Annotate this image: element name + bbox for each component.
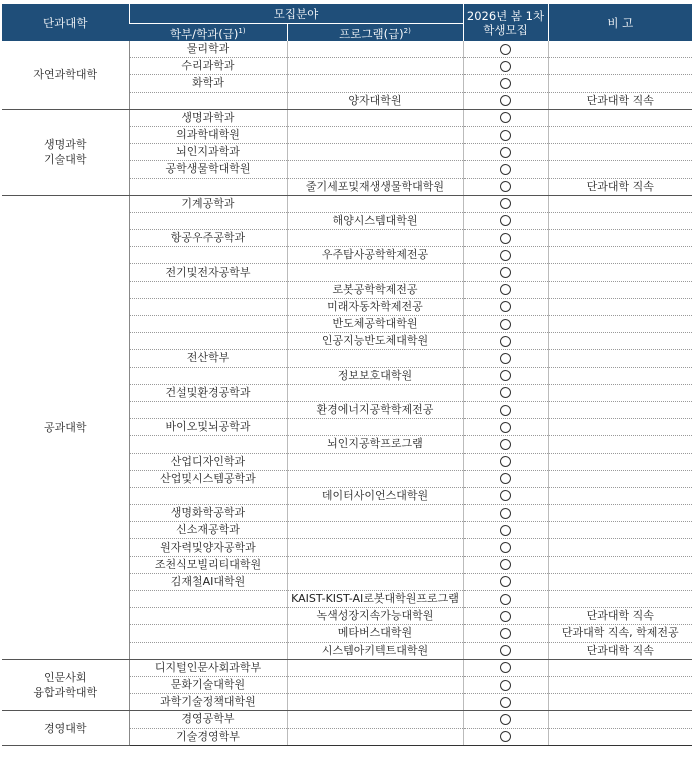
- circle-icon: [500, 44, 511, 55]
- program-cell: [287, 264, 463, 281]
- recruit-cell: [463, 109, 548, 126]
- dept-cell: [129, 608, 287, 625]
- remark-cell: [548, 333, 692, 350]
- remark-cell: 단과대학 직속: [548, 178, 692, 195]
- circle-icon: [500, 336, 511, 347]
- dept-cell: [129, 591, 287, 608]
- program-cell: 정보보호대학원: [287, 367, 463, 384]
- remark-cell: [548, 75, 692, 92]
- program-cell: [287, 126, 463, 143]
- program-cell: [287, 659, 463, 676]
- dept-cell: 뇌인지과학과: [129, 144, 287, 161]
- college-name: [2, 195, 129, 659]
- dept-cell: [129, 212, 287, 229]
- remark-cell: [548, 195, 692, 212]
- remark-cell: 단과대학 직속: [548, 608, 692, 625]
- header-recruit-line2: 학생모집: [483, 22, 528, 37]
- remark-cell: [548, 384, 692, 401]
- recruit-cell: [463, 92, 548, 109]
- recruit-cell: [463, 608, 548, 625]
- remark-cell: [548, 436, 692, 453]
- program-cell: [287, 75, 463, 92]
- program-cell: 녹색성장지속가능대학원: [287, 608, 463, 625]
- program-cell: 메타버스대학원: [287, 625, 463, 642]
- remark-cell: [548, 126, 692, 143]
- table-row: [2, 659, 692, 676]
- remark-cell: [548, 676, 692, 693]
- dept-cell: [129, 281, 287, 298]
- dept-cell: [129, 642, 287, 659]
- recruit-cell: [463, 281, 548, 298]
- header-recruit-line1: 2026년 봄 1차: [466, 8, 545, 23]
- circle-icon: [500, 662, 511, 673]
- recruit-cell: [463, 625, 548, 642]
- remark-cell: [548, 470, 692, 487]
- circle-icon: [500, 611, 511, 622]
- dept-cell: 기술경영학부: [129, 728, 287, 745]
- remark-cell: [548, 367, 692, 384]
- dept-cell: 산업및시스템공학과: [129, 470, 287, 487]
- program-cell: 반도체공학대학원: [287, 316, 463, 333]
- remark-cell: [548, 728, 692, 745]
- remark-cell: [548, 316, 692, 333]
- remark-cell: [548, 144, 692, 161]
- program-cell: [287, 230, 463, 247]
- program-cell: 뇌인지공학프로그램: [287, 436, 463, 453]
- remark-cell: [548, 298, 692, 315]
- remark-cell: [548, 591, 692, 608]
- program-cell: [287, 109, 463, 126]
- dept-cell: 화학과: [129, 75, 287, 92]
- program-cell: [287, 41, 463, 58]
- circle-icon: [500, 250, 511, 261]
- remark-cell: [548, 109, 692, 126]
- program-cell: [287, 470, 463, 487]
- circle-icon: [500, 594, 511, 605]
- program-cell: 환경에너지공학학제전공: [287, 401, 463, 418]
- program-cell: [287, 58, 463, 75]
- program-cell: [287, 556, 463, 573]
- header-program-footnote: 2): [403, 27, 411, 36]
- recruit-cell: [463, 41, 548, 58]
- program-cell: 시스템아키텍트대학원: [287, 642, 463, 659]
- dept-cell: 전산학부: [129, 350, 287, 367]
- dept-cell: 경영공학부: [129, 711, 287, 728]
- remark-cell: [548, 247, 692, 264]
- remark-cell: [548, 230, 692, 247]
- recruit-cell: [463, 728, 548, 745]
- remark-cell: [548, 573, 692, 590]
- circle-icon: [500, 405, 511, 416]
- dept-cell: 원자력및양자공학과: [129, 539, 287, 556]
- recruit-cell: [463, 264, 548, 281]
- remark-cell: [548, 539, 692, 556]
- circle-icon: [500, 645, 511, 656]
- dept-cell: [129, 333, 287, 350]
- dept-cell: 기계공학과: [129, 195, 287, 212]
- recruit-cell: [463, 212, 548, 229]
- circle-icon: [500, 284, 511, 295]
- circle-icon: [500, 542, 511, 553]
- circle-icon: [500, 147, 511, 158]
- recruit-cell: [463, 470, 548, 487]
- dept-cell: 생명화학공학과: [129, 505, 287, 522]
- circle-icon: [500, 576, 511, 587]
- dept-cell: [129, 298, 287, 315]
- college-name-line: 기술대학: [43, 153, 87, 167]
- college-name: [2, 41, 129, 109]
- program-cell: [287, 419, 463, 436]
- college-name-line: 자연과학대학: [33, 68, 98, 82]
- circle-icon: [500, 525, 511, 536]
- recruit-cell: [463, 144, 548, 161]
- dept-cell: [129, 487, 287, 504]
- dept-cell: [129, 316, 287, 333]
- dept-cell: [129, 401, 287, 418]
- college-name-line: 경영대학: [43, 721, 87, 735]
- dept-cell: 조천식모빌리티대학원: [129, 556, 287, 573]
- dept-cell: 바이오및뇌공학과: [129, 419, 287, 436]
- recruit-cell: [463, 384, 548, 401]
- recruit-cell: [463, 573, 548, 590]
- recruit-cell: [463, 556, 548, 573]
- recruit-cell: [463, 711, 548, 728]
- program-cell: 줄기세포및재생생물학대학원: [287, 178, 463, 195]
- dept-cell: 공학생물학대학원: [129, 161, 287, 178]
- table-body: [2, 41, 692, 745]
- college-name-line: 융합과학대학: [33, 686, 98, 700]
- remark-cell: 단과대학 직속, 학제전공: [548, 625, 692, 642]
- circle-icon: [500, 319, 511, 330]
- table-row: [2, 711, 692, 728]
- recruit-cell: [463, 58, 548, 75]
- remark-cell: [548, 659, 692, 676]
- recruit-cell: [463, 247, 548, 264]
- header-field: 모집분야: [129, 4, 463, 24]
- circle-icon: [500, 61, 511, 72]
- recruit-cell: [463, 367, 548, 384]
- dept-cell: 문화기술대학원: [129, 676, 287, 693]
- program-cell: 로봇공학학제전공: [287, 281, 463, 298]
- program-cell: [287, 711, 463, 728]
- college-name: [2, 711, 129, 745]
- dept-cell: 산업디자인학과: [129, 453, 287, 470]
- recruit-cell: [463, 298, 548, 315]
- program-cell: [287, 573, 463, 590]
- circle-icon: [500, 439, 511, 450]
- program-cell: [287, 350, 463, 367]
- recruit-cell: [463, 694, 548, 711]
- dept-cell: [129, 178, 287, 195]
- circle-icon: [500, 181, 511, 192]
- recruit-cell: [463, 126, 548, 143]
- program-cell: 데이터사이언스대학원: [287, 487, 463, 504]
- remark-cell: [548, 694, 692, 711]
- recruit-cell: [463, 333, 548, 350]
- circle-icon: [500, 233, 511, 244]
- circle-icon: [500, 697, 511, 708]
- recruit-cell: [463, 195, 548, 212]
- circle-icon: [500, 628, 511, 639]
- remark-cell: [548, 401, 692, 418]
- dept-cell: 전기및전자공학부: [129, 264, 287, 281]
- dept-cell: [129, 367, 287, 384]
- dept-cell: 생명과학과: [129, 109, 287, 126]
- remark-cell: [548, 556, 692, 573]
- header-remarks: 비 고: [548, 4, 692, 42]
- dept-cell: 과학기술정책대학원: [129, 694, 287, 711]
- dept-cell: 디지털인문사회과학부: [129, 659, 287, 676]
- remark-cell: [548, 711, 692, 728]
- recruit-cell: [463, 230, 548, 247]
- recruit-cell: [463, 453, 548, 470]
- dept-cell: 의과학대학원: [129, 126, 287, 143]
- header-dept-label: 학부/학과(급): [169, 26, 239, 41]
- recruit-cell: [463, 642, 548, 659]
- circle-icon: [500, 198, 511, 209]
- recruit-cell: [463, 505, 548, 522]
- program-cell: [287, 522, 463, 539]
- remark-cell: [548, 161, 692, 178]
- recruit-cell: [463, 419, 548, 436]
- program-cell: 미래자동차학제전공: [287, 298, 463, 315]
- dept-cell: 수리과학과: [129, 58, 287, 75]
- college-name-line: 인문사회: [43, 671, 87, 685]
- recruit-cell: [463, 161, 548, 178]
- dept-cell: 물리학과: [129, 41, 287, 58]
- college-name-line: 생명과학: [43, 138, 87, 152]
- college-name: [2, 109, 129, 195]
- dept-cell: 신소재공학과: [129, 522, 287, 539]
- recruit-cell: [463, 591, 548, 608]
- program-cell: [287, 453, 463, 470]
- program-cell: [287, 144, 463, 161]
- program-cell: [287, 384, 463, 401]
- circle-icon: [500, 95, 511, 106]
- circle-icon: [500, 164, 511, 175]
- recruit-cell: [463, 436, 548, 453]
- remark-cell: [548, 281, 692, 298]
- program-cell: [287, 728, 463, 745]
- recruit-cell: [463, 401, 548, 418]
- circle-icon: [500, 267, 511, 278]
- circle-icon: [500, 370, 511, 381]
- dept-cell: [129, 436, 287, 453]
- program-cell: [287, 195, 463, 212]
- header-program-label: 프로그램(급): [339, 26, 404, 41]
- circle-icon: [500, 301, 511, 312]
- program-cell: [287, 539, 463, 556]
- circle-icon: [500, 508, 511, 519]
- circle-icon: [500, 490, 511, 501]
- remark-cell: [548, 453, 692, 470]
- circle-icon: [500, 112, 511, 123]
- program-cell: [287, 694, 463, 711]
- remark-cell: 단과대학 직속: [548, 92, 692, 109]
- program-cell: [287, 505, 463, 522]
- recruitment-table: [2, 3, 692, 746]
- header-dept: [129, 24, 287, 42]
- table-row: [2, 109, 692, 126]
- recruit-cell: [463, 350, 548, 367]
- header-dept-footnote: 1): [238, 27, 246, 36]
- circle-icon: [500, 78, 511, 89]
- recruit-cell: [463, 487, 548, 504]
- table-row: [2, 195, 692, 212]
- remark-cell: [548, 212, 692, 229]
- header-recruit: [463, 4, 548, 42]
- circle-icon: [500, 680, 511, 691]
- remark-cell: [548, 58, 692, 75]
- remark-cell: [548, 419, 692, 436]
- college-name: [2, 659, 129, 711]
- program-cell: 해양시스템대학원: [287, 212, 463, 229]
- circle-icon: [500, 559, 511, 570]
- remark-cell: [548, 41, 692, 58]
- recruit-cell: [463, 75, 548, 92]
- circle-icon: [500, 387, 511, 398]
- circle-icon: [500, 215, 511, 226]
- remark-cell: [548, 487, 692, 504]
- circle-icon: [500, 353, 511, 364]
- remark-cell: [548, 505, 692, 522]
- program-cell: [287, 161, 463, 178]
- remark-cell: [548, 350, 692, 367]
- remark-cell: [548, 522, 692, 539]
- dept-cell: [129, 92, 287, 109]
- remark-cell: [548, 264, 692, 281]
- recruit-cell: [463, 539, 548, 556]
- header-college: 단과대학: [2, 4, 129, 42]
- circle-icon: [500, 456, 511, 467]
- dept-cell: [129, 625, 287, 642]
- dept-cell: 김재철AI대학원: [129, 573, 287, 590]
- program-cell: [287, 676, 463, 693]
- header-program: [287, 24, 463, 42]
- dept-cell: [129, 247, 287, 264]
- program-cell: 인공지능반도체대학원: [287, 333, 463, 350]
- recruit-cell: [463, 659, 548, 676]
- circle-icon: [500, 731, 511, 742]
- recruit-cell: [463, 522, 548, 539]
- recruit-cell: [463, 178, 548, 195]
- recruit-cell: [463, 676, 548, 693]
- table-row: [2, 41, 692, 58]
- circle-icon: [500, 130, 511, 141]
- dept-cell: 항공우주공학과: [129, 230, 287, 247]
- program-cell: KAIST-KIST-AI로봇대학원프로그램: [287, 591, 463, 608]
- college-name-line: 공과대학: [43, 420, 87, 434]
- program-cell: 양자대학원: [287, 92, 463, 109]
- circle-icon: [500, 422, 511, 433]
- circle-icon: [500, 714, 511, 725]
- dept-cell: 건설및환경공학과: [129, 384, 287, 401]
- circle-icon: [500, 473, 511, 484]
- program-cell: 우주탐사공학학제전공: [287, 247, 463, 264]
- recruit-cell: [463, 316, 548, 333]
- remark-cell: 단과대학 직속: [548, 642, 692, 659]
